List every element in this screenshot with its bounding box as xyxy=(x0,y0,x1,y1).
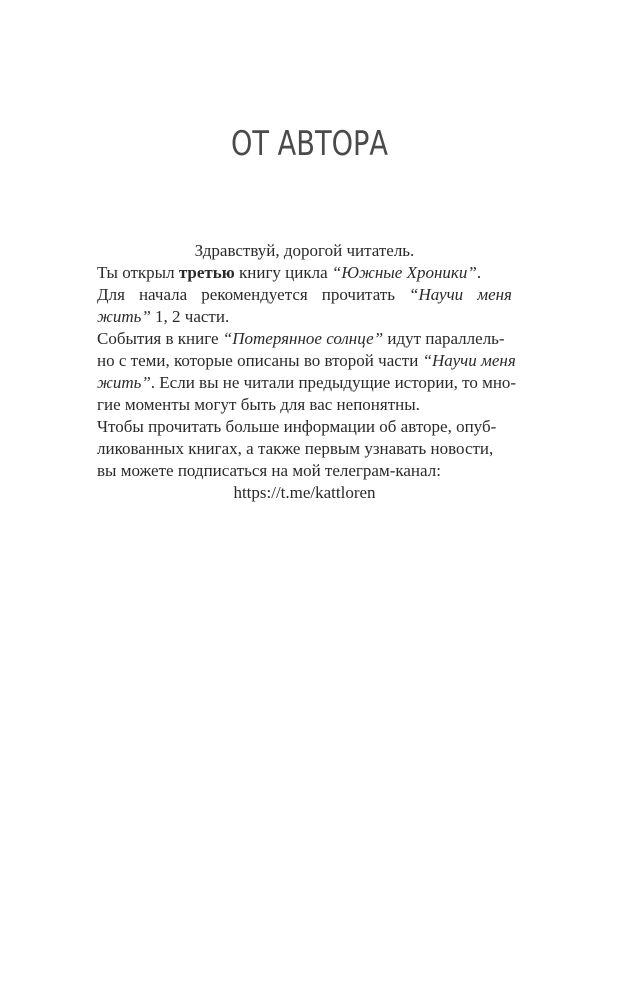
telegram-link[interactable]: https://t.me/kattloren xyxy=(233,483,376,502)
author-letter xyxy=(97,240,517,504)
paragraph-2-line-1: Для начала рекомендуется прочитать “Научи меня xyxy=(97,285,512,304)
paragraph-3-line-2: но с теми, которые описаны во второй части “Научи меня xyxy=(97,351,516,370)
series-name: “Южные Хроники” xyxy=(331,263,477,282)
paragraph-2-line-2: жить” 1, 2 части. xyxy=(97,307,230,326)
page-title: ОТ АВТОРА xyxy=(231,124,388,164)
paragraph-3-line-1: События в книге “Потерянное солнце” идут параллель- xyxy=(97,329,505,348)
paragraph-3-line-3: жить”. Если вы не читали предыдущие истории, то мно- xyxy=(97,373,517,392)
greeting-line: Здравствуй, дорогой читатель. xyxy=(194,241,415,260)
book-title: “Потерянное солнце” xyxy=(222,329,384,348)
paragraph-4-line-1: Чтобы прочитать больше информации об авторе, опуб- xyxy=(97,417,497,436)
paragraph-4-line-2: ликованных книгах, а также первым узнавать новости, xyxy=(97,439,494,458)
paragraph-3-line-4: гие моменты могут быть для вас непонятны. xyxy=(97,395,420,414)
paragraph-4-line-3: вы можете подписаться на мой телеграм-канал: xyxy=(97,461,441,480)
paragraph-1: Ты открыл третью книгу цикла “Южные Хроники”. xyxy=(97,263,482,282)
bold-word: третью xyxy=(178,263,235,282)
